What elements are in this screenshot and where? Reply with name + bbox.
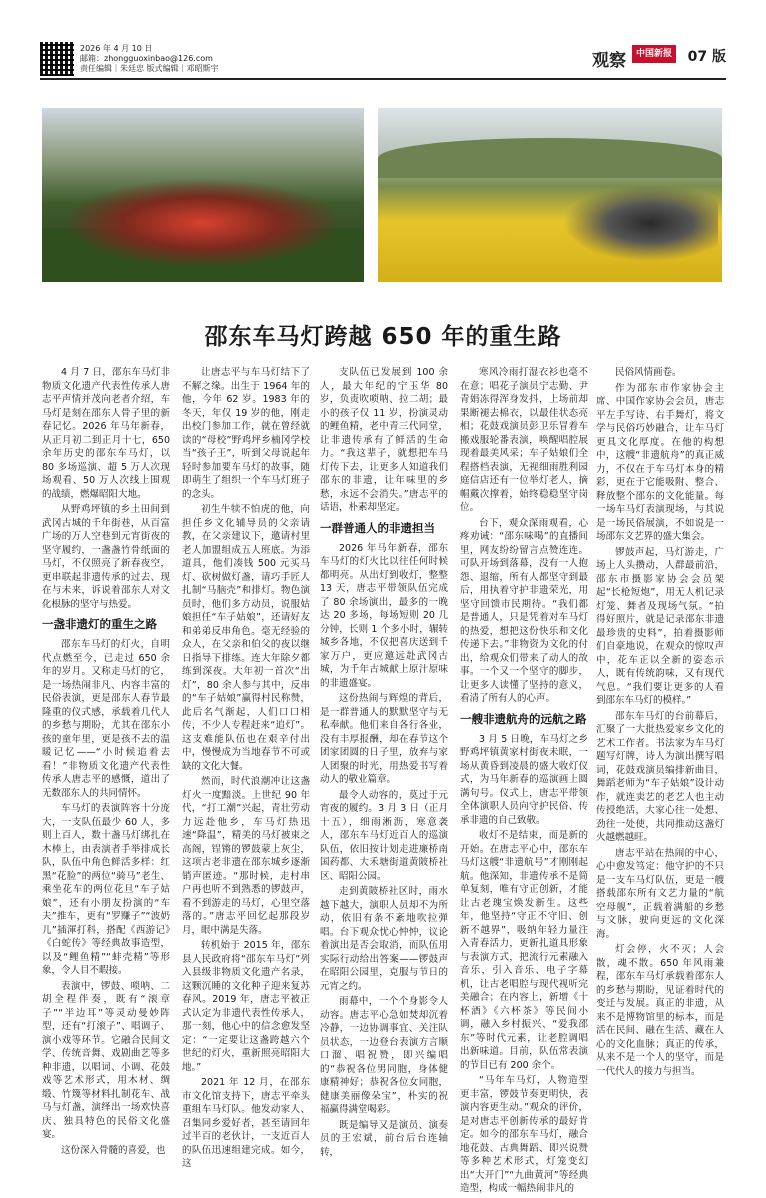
paragraph: 从野鸡坪镇的乡土田间到武冈古城的千年街巷，从百富广场的万人空巷到元宵街夜的坚守履约，一盏盏竹骨纸面的马灯，不仅照亮了新春夜空，更串联起非遗传承的过去、现在与未来，诉说着邵东人对文化根脉的坚守与热爱。 [42,504,170,610]
paragraph: 然而，时代浪潮冲让这盏灯火一度黯淡。上世纪 90 年代，“打工潮”兴起，青壮劳动力远赴他乡，车马灯热迅速“降温”，精美的马灯被束之高阁，锃锵的锣鼓蒙上灰尘，这项古老非遗在邵东城乡逐渐销声匿迹。“那时候，走村串户再也听不到熟悉的锣鼓声，看不到游走的马灯，心里空落落的。”唐志平回忆起那段岁月，眼中满是失落。 [182,776,310,936]
paragraph: 最令人动容的，莫过于元宵夜的履约。3 月 3 日（正月十五），细雨淅沥，寒意袭人，邵东车马灯近百人的巡演队伍，依旧按计划走进廉桥南国药都、大禾塘街道黄陂桥社区、昭阳公园。 [320,789,448,882]
section-name: 观察 [592,51,626,71]
photo-rapeseed-field-parade [378,108,722,282]
paragraph: 民俗风情画卷。 [615,367,682,378]
paragraph: 4 月 7 日，邵东车马灯非物质文化遗产代表性传承人唐志平声情并茂向老者介绍，车马灯是刻在邵东人骨子里的新春记忆。2026 年马年新春，从正月初二到正月十七，650 余年历史的邵东车马灯，以 80 多场巡演、超 5 万人次现场观看、50 万人次线上围观的战绩，燃爆昭阳大地。 [42,367,170,500]
paragraph: 表演中，锣鼓、唢呐、二胡全程伴奏，既有“滚章子”“半边耳”等灵动曼妙阵型，还有“打滚子”、唱调子、演小戏等环节。它融合民间文学、传统音舞、戏剧曲艺等多种非遗，以唱词、小调、花鼓戏等艺术形式，用木材、绸缎、竹篾等材料扎制花车、战马与灯盏，演绎出一场欢快喜庆、独具特色的民俗文化盛宴。 [42,980,170,1140]
paragraph: 转机始于 2015 年，邵东县人民政府将“邵东车马灯”列入县级非物质文化遗产名录，这颗沉睡的文化种子迎来复苏春风。2019 年，唐志平被正式认定为非遗代表性传承人，那一刻，他心中的信念愈发坚定：“一定要让这盏跨越六个世纪的灯火，重新照亮昭阳大地。” [182,940,310,1073]
qr-code-icon [40,42,74,76]
photo-performance-square [42,108,364,282]
paragraph: 寒风冷雨打湿衣衫也毫不在意；唱花子演员宁志勤、尹青娟冻得浑身发抖，上场前却果断褪去棉衣，以最佳状态亮相；花鼓戏演员彭卫乐冒着车搬戏服轮番表演，唤醒唱腔展现着最美风采；车子姑娘们全程搭档表演，无视细雨胜利园庭信店还有一位举灯老人，摘帽戴次撑着，始终稳稳坚守岗位。 [460,367,588,513]
paragraph: 唐志平站在热闹的中心，心中愈发笃定：他守护的不只是一支车马灯队伍，更是一艘搭载邵东所有文艺力量的“航空母舰”，正载着满船的乡愁与文脉，驶向更远的文化深海。 [596,847,724,940]
photo-performers [62,178,342,268]
editor-credits: 责任编辑｜朱廷忠 版式编辑｜邓昭斯宇 [80,64,219,73]
page-header [40,44,726,73]
article-column-3 [320,366,448,1161]
paragraph: 支队伍已发展到 100 余人，最大年纪的宁玉华 80 岁，负责吹唢呐、拉二胡；最小的孩子仅 11 岁，扮演灵动的鲤鱼精，老中青三代同堂，让非遗传承有了鲜活的生命力。“我这辈子，就想把车马灯传下去，让更多人知道我们邵东的非遗，让年味里的乡愁，永远不会消失。”唐志平的话语，朴素却坚定。 [320,367,448,513]
paragraph: “马年车马灯，人物造型更丰富，锣鼓节奏更明快，表演内容更生动。”观众的评价，是对唐志平创新传承的最好肯定。如今的邵东车马灯，融合地花鼓、古典舞蹈、即兴说赞等多种艺术形式，灯笼变幻出“大开门”“九曲黄河”等经典造型，构成一幅热闹非凡的 [460,1075,588,1194]
article-column-2 [182,366,310,1173]
paragraph: 2021 年 12 月，在邵东市文化馆支持下，唐志平牵头重组车马灯队。他发动家人、召集同乡爱好者，甚至请回年过半百的老伙计，一支近百人的队伍迅速组建完成。如今，这 [182,1077,310,1169]
paragraph: 初生牛犊不怕虎的他，向担任乡文化辅导员的父亲请教，在父亲建议下，邀请村里老人加盟组成五人班底。为添道具，他们凑钱 500 元买马灯、砍树做灯盏，请巧手匠人扎制“马脑壳”和排灯。物色演员时，他们多方动员，说服姑娘担任“车子姑娘”，还请好友和弟弟反串角色。毫无经验的众人，在父亲和伯父的夜以继日指导下排练。连大年除夕都练到深夜。大年初一首次“出灯”，80 余人参与其中，反串的“车子姑娘”赢得村民称赞，此后名气渐起，人们口口相传，不少人专程赶来“追灯”。这支难能队伍也在艰辛付出中，慢慢成为当地春节不可或缺的文化大餐。 [182,504,310,772]
article-column-1 [42,366,170,1159]
paragraph: 收灯不是结束，而是新的开始。在唐志平心中，邵东车马灯这艘“非遗航号”才刚刚起航。他深知，非遗传承不是简单复刻，唯有守正创新，才能让古老瑰宝焕发新生。这些年，他坚持“守正不守旧、创新不越界”，吸纳年轻力量注入青春活力，更新扎道具形象与表演方式，把流行元素融入音乐，引入音乐、电子字幕机，让古老唱腔与现代视听完美融合；在内容上，新增《十杯酒》《六杯茶》等民间小调，融入乡村振兴、“爱我邵东”等时代元素，让老腔调唱出新味道。目前，队伍常表演的节目已有 200 余个。 [460,830,588,1071]
newspaper-logo: 中国新报 [632,45,676,63]
article-headline: 邵东车马灯跨越 650 年的重生路 [204,324,562,350]
article-column-4 [460,366,588,1198]
paragraph: 台下，观众深雨观看，心疼劝诫：“邵东味喝”的直播间里，网友纷纷留言点赞连连。可队开场到落幕，没有一人抱怨、退缩，所有人都坚守到最后，用执着守护非遗荣光，用坚守回馈市民期待。“我们都是普通人，只是凭着对车马灯的热爱，想把这份快乐和文化传递下去。”非物资为文化的付出，给观众们带来了动人的故事。一个又一个坚守的脚步，让更多人读懂了坚持的意义，看清了所有人的心声。 [460,517,588,704]
paragraph: 灯会停，火不灭；人会散，魂不散。650 年风雨兼程，邵东车马灯承载着邵东人的乡愁与期盼，见证着时代的变迁与发展。真正的非遗，从来不是博物馆里的标本，而是活在民间、融在生活、藏在人心的文化血脉；真正的传承，从来不是一个人的坚守，而是一代代人的接力与担当。 [596,944,724,1077]
paragraph: 作为邵东市作家协会主席、中国作家协会会员，唐志平左手写诗、右手舞灯，将文学与民俗巧妙融合，让车马灯更具文化厚度。在他的构想中，这艘“非遗航舟”的真正威力，不仅在于车马灯本身的精彩，更在于它能吸附、整合、释放整个邵东的文化能量。每一场车马灯表演现场，与其说是一场民俗展演，不如说是一场邵东文艺界的盛大集会。 [596,382,724,542]
paragraph: 车马灯的表演阵容十分庞大，一支队伍最少 60 人，多则上百人，数十盏马灯绑扎在木棒上，由表演者手举排成长队，队伍中角色鲜活多样：红黑“花脸”的两位“骑马”老生、乘坐花车的两位花旦“车子姑娘”，还有小朋友扮演的“车夫”推车，更有“罗赚子”“波奶儿”插渾打科，搭配《西游记》《白蛇传》等经典故事造型，以及“鲤鱼精”“蚌壳精”等形象，令人目不暇接。 [42,803,170,976]
paragraph: 让唐志平与车马灯结下了不解之缘。出生于 1964 年的他，今年 62 岁。1983 年的冬天，年仅 19 岁的他，刚走出校门参加工作，就在曾经就读的“母校”野鸡坪乡楠冈学校当“孩子王”，听到父母说起年轻时参加要车马灯的故事，随即萌生了组织一个车马灯班子的念头。 [182,367,310,500]
paragraph: 邵东车马灯的台前幕后，汇聚了一大批热爱家乡文化的艺术工作者。书法家为车马灯题写灯牌，诗人为演出撰写唱词，花鼓戏演员编排新曲目，舞蹈老师为“车子姑娘”设计动作，就连卖艺的老艺人也主动传授绝活，大家心往一处想、劲往一处使，共同推动这盏灯火越燃越旺。 [596,710,724,843]
page-number: 07 版 [687,49,726,65]
paragraph: 2026 年马年新春，邵东车马灯的灯火比以往任何时候都明亮。从出灯到收灯，整整 13 天，唐志平带领队伍完成了 80 余场演出，最多的一晚达 20 多场，每场短则 20 几分钟，长则 1 个多小时，辗转城乡各地，不仅把喜庆送到千家万户，更应邀远赴武冈古城，为千年古城献上原汁原味的非遗盛宴。 [320,542,448,689]
section-heading: 一盏非遗灯的重生之路 [42,617,157,631]
section-heading: 一群普通人的非遗担当 [320,520,435,535]
paragraph: 3 月 5 日晚，车马灯之乡野鸡坪镇黄家村街夜未眠，一场从黄昏到凌晨的盛大收灯仪式，为马年新春的巡演画上圆满句号。仪式上，唐志平带领全体演职人员向守护民俗、传承非遗的自己致敬。 [460,733,588,826]
header-meta [80,44,219,74]
paragraph: 这份深入骨髓的喜爱，也 [61,1144,166,1156]
section-heading: 一艘非遗航舟的远航之路 [460,711,587,726]
article-column-5 [596,366,724,1080]
paragraph: 锣鼓声起，马灯游走，广场上人头攒动，人群最前沿，邵东市摄影家协会会员架起“长枪短炮”，用无人机记录灯笼、舞者及现场气氛。“拍得好照片，就是记录邵东非遗最珍贵的史料”，拍着摄影师们自豪地说，在观众的惊叹声中，花车正以全新的姿态示人，既有传统韵味，又有现代气息。“我们要让更多的人看到邵东车马灯的模样。” [596,546,724,706]
paragraph: 邵东车马灯的灯火，自明代点燃至今，已走过 650 余年的岁月。又称走马灯的它，是一场热闹非凡、内容丰富的民俗表演，更是邵东人春节最隆重的仪式感，承载着几代人的乡愁与期盼，尤其在邵东小孩的童年里，更是孩不去的温暖记忆——“小时候追着去看！”非物质文化遗产代表性传承人唐志平的感慨，道出了无数邵东人的共同情怀。 [42,639,170,799]
paragraph: 这份热闹与辉煌的背后，是一群普通人的默默坚守与无私奉献。他们来自各行各业，没有丰厚报酬，却在春节这个团家团圆的日子里，放弃与家人团聚的时光，用热爱书写着动人的敬业篇章。 [320,693,448,785]
paragraph: 雨幕中，一个个身影令人动容。唐志平心急如焚却沉着冷静，一边协调事宜、关注队员状态，一边登台表演方言顺口溜、唱祝赞，即兴编唱的“恭祝各位男同胞，身体健康精神好；恭祝各位女同胞，健康美丽像朵宝”，朴实的祝福赢得满堂喝彩。 [320,996,448,1115]
photo-drummers [548,178,718,268]
paragraph: 走到黄陂桥社区时，雨水越下越大，演职人员却不为所动，依旧有条不紊地吹拉弹唱。台下观众忧心忡忡，议论着演出是否会取消，而队伍用实际行动给出答案——锣鼓声在昭阳公园里，克服与节日的元宵之约。 [320,886,448,992]
photo-hill [378,138,722,178]
paragraph: 既是编导又是演员、演奏员的王宏斌，前台后台连轴转， [320,1119,448,1158]
issue-date: 2026 年 4 月 10 日 [80,44,153,53]
header-rule [40,78,726,80]
contact-email: 邮箱：zhongguoxinbao@126.com [80,54,213,63]
